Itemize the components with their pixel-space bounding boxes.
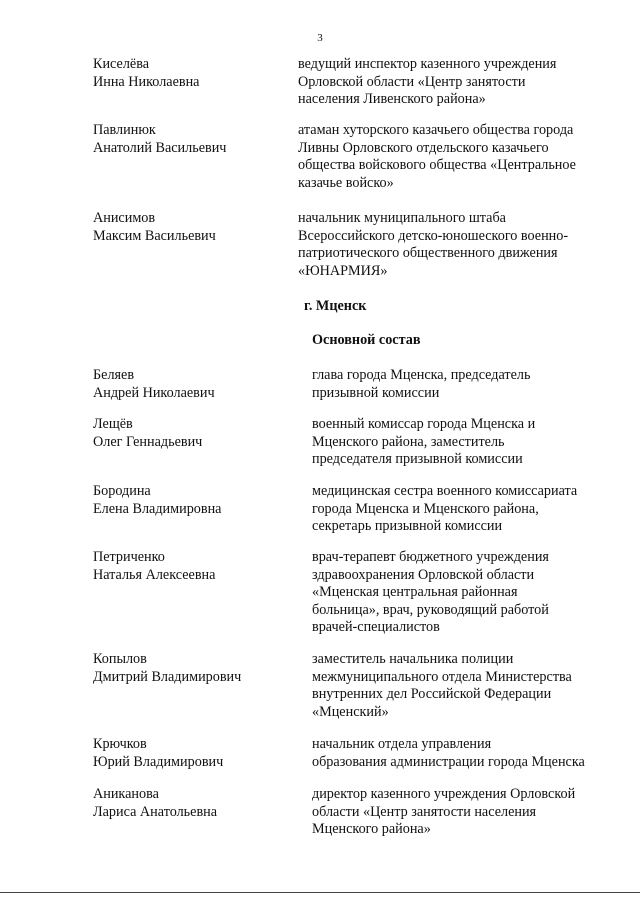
given-names: Наталья Алексеевна xyxy=(93,566,216,583)
role-line: внутренних дел Российской Федерации xyxy=(312,686,552,703)
role-line: секретарь призывной комиссии xyxy=(312,518,503,535)
role-line: председателя призывной комиссии xyxy=(312,451,523,468)
role-line: населения Ливенского района» xyxy=(298,91,486,108)
member-role xyxy=(312,416,640,469)
role-line: казачье войско» xyxy=(298,174,394,191)
surname: Анисимов xyxy=(93,210,156,226)
given-names: Дмитрий Владимирович xyxy=(93,668,242,685)
member-role xyxy=(298,210,628,280)
role-line: призывной комиссии xyxy=(312,384,440,401)
member-name xyxy=(93,416,293,451)
role-line: военный комиссар города Мценска и xyxy=(312,416,536,432)
member-name xyxy=(93,651,293,686)
given-names: Юрий Владимирович xyxy=(93,753,224,770)
role-line: медицинская сестра военного комиссариата xyxy=(312,483,578,499)
bottom-rule xyxy=(0,892,640,893)
member-name xyxy=(93,736,293,771)
member-name xyxy=(93,483,293,518)
role-line: атаман хуторского казачьего общества города xyxy=(298,122,574,138)
member-name xyxy=(93,56,293,91)
role-line: Мценского района, заместитель xyxy=(312,433,505,450)
surname: Крючков xyxy=(93,736,147,752)
given-names: Елена Владимировна xyxy=(93,500,222,517)
member-role xyxy=(312,786,640,839)
member-role xyxy=(312,549,640,637)
role-line: больница», врач, руководящий работой xyxy=(312,601,549,618)
role-line: директор казенного учреждения Орловской xyxy=(312,786,576,802)
surname: Копылов xyxy=(93,651,147,667)
given-names: Андрей Николаевич xyxy=(93,384,215,401)
subsection-heading: Основной состав xyxy=(312,332,421,348)
role-line: образования администрации города Мценска xyxy=(312,753,585,770)
role-line: Орловской области «Центр занятости xyxy=(298,73,526,90)
role-line: заместитель начальника полиции xyxy=(312,651,514,667)
given-names: Лариса Анатольевна xyxy=(93,803,218,820)
member-name xyxy=(93,122,293,157)
surname: Петриченко xyxy=(93,549,165,565)
member-name xyxy=(93,210,293,245)
role-line: глава города Мценска, председатель xyxy=(312,367,531,383)
role-line: патриотического общественного движения xyxy=(298,245,558,262)
role-line: врач-терапевт бюджетного учреждения xyxy=(312,549,549,565)
page-number: 3 xyxy=(317,32,323,44)
surname: Лещёв xyxy=(93,416,133,432)
role-line: начальник отдела управления xyxy=(312,736,492,752)
role-line: здравоохранения Орловской области xyxy=(312,566,535,583)
role-line: области «Центр занятости населения xyxy=(312,803,537,820)
role-line: межмуниципального отдела Министерства xyxy=(312,668,572,685)
surname: Беляев xyxy=(93,367,135,383)
member-role xyxy=(312,483,640,536)
member-name xyxy=(93,367,293,402)
city-heading: г. Мценск xyxy=(304,298,367,314)
role-line: врачей-специалистов xyxy=(312,619,440,636)
given-names: Анатолий Васильевич xyxy=(93,139,227,156)
role-line: Ливны Орловского отдельского казачьего xyxy=(298,139,549,156)
member-role xyxy=(298,122,628,192)
surname: Киселёва xyxy=(93,56,150,72)
role-line: «Мценская центральная районная xyxy=(312,584,518,601)
role-line: «ЮНАРМИЯ» xyxy=(298,262,388,279)
surname: Павлинюк xyxy=(93,122,156,138)
member-role xyxy=(312,367,640,402)
role-line: ведущий инспектор казенного учреждения xyxy=(298,56,557,72)
surname: Бородина xyxy=(93,483,151,499)
member-name xyxy=(93,549,293,584)
given-names: Олег Геннадьевич xyxy=(93,433,203,450)
member-name xyxy=(93,786,293,821)
given-names: Инна Николаевна xyxy=(93,73,200,90)
member-role xyxy=(312,651,640,721)
given-names: Максим Васильевич xyxy=(93,227,216,244)
role-line: Всероссийского детско-юношеского военно- xyxy=(298,227,569,244)
role-line: общества войскового общества «Центральное xyxy=(298,157,576,174)
surname: Аниканова xyxy=(93,786,159,802)
member-role xyxy=(298,56,628,109)
role-line: города Мценска и Мценского района, xyxy=(312,500,539,517)
role-line: начальник муниципального штаба xyxy=(298,210,506,226)
role-line: «Мценский» xyxy=(312,703,389,720)
member-role xyxy=(312,736,640,771)
role-line: Мценского района» xyxy=(312,821,431,838)
